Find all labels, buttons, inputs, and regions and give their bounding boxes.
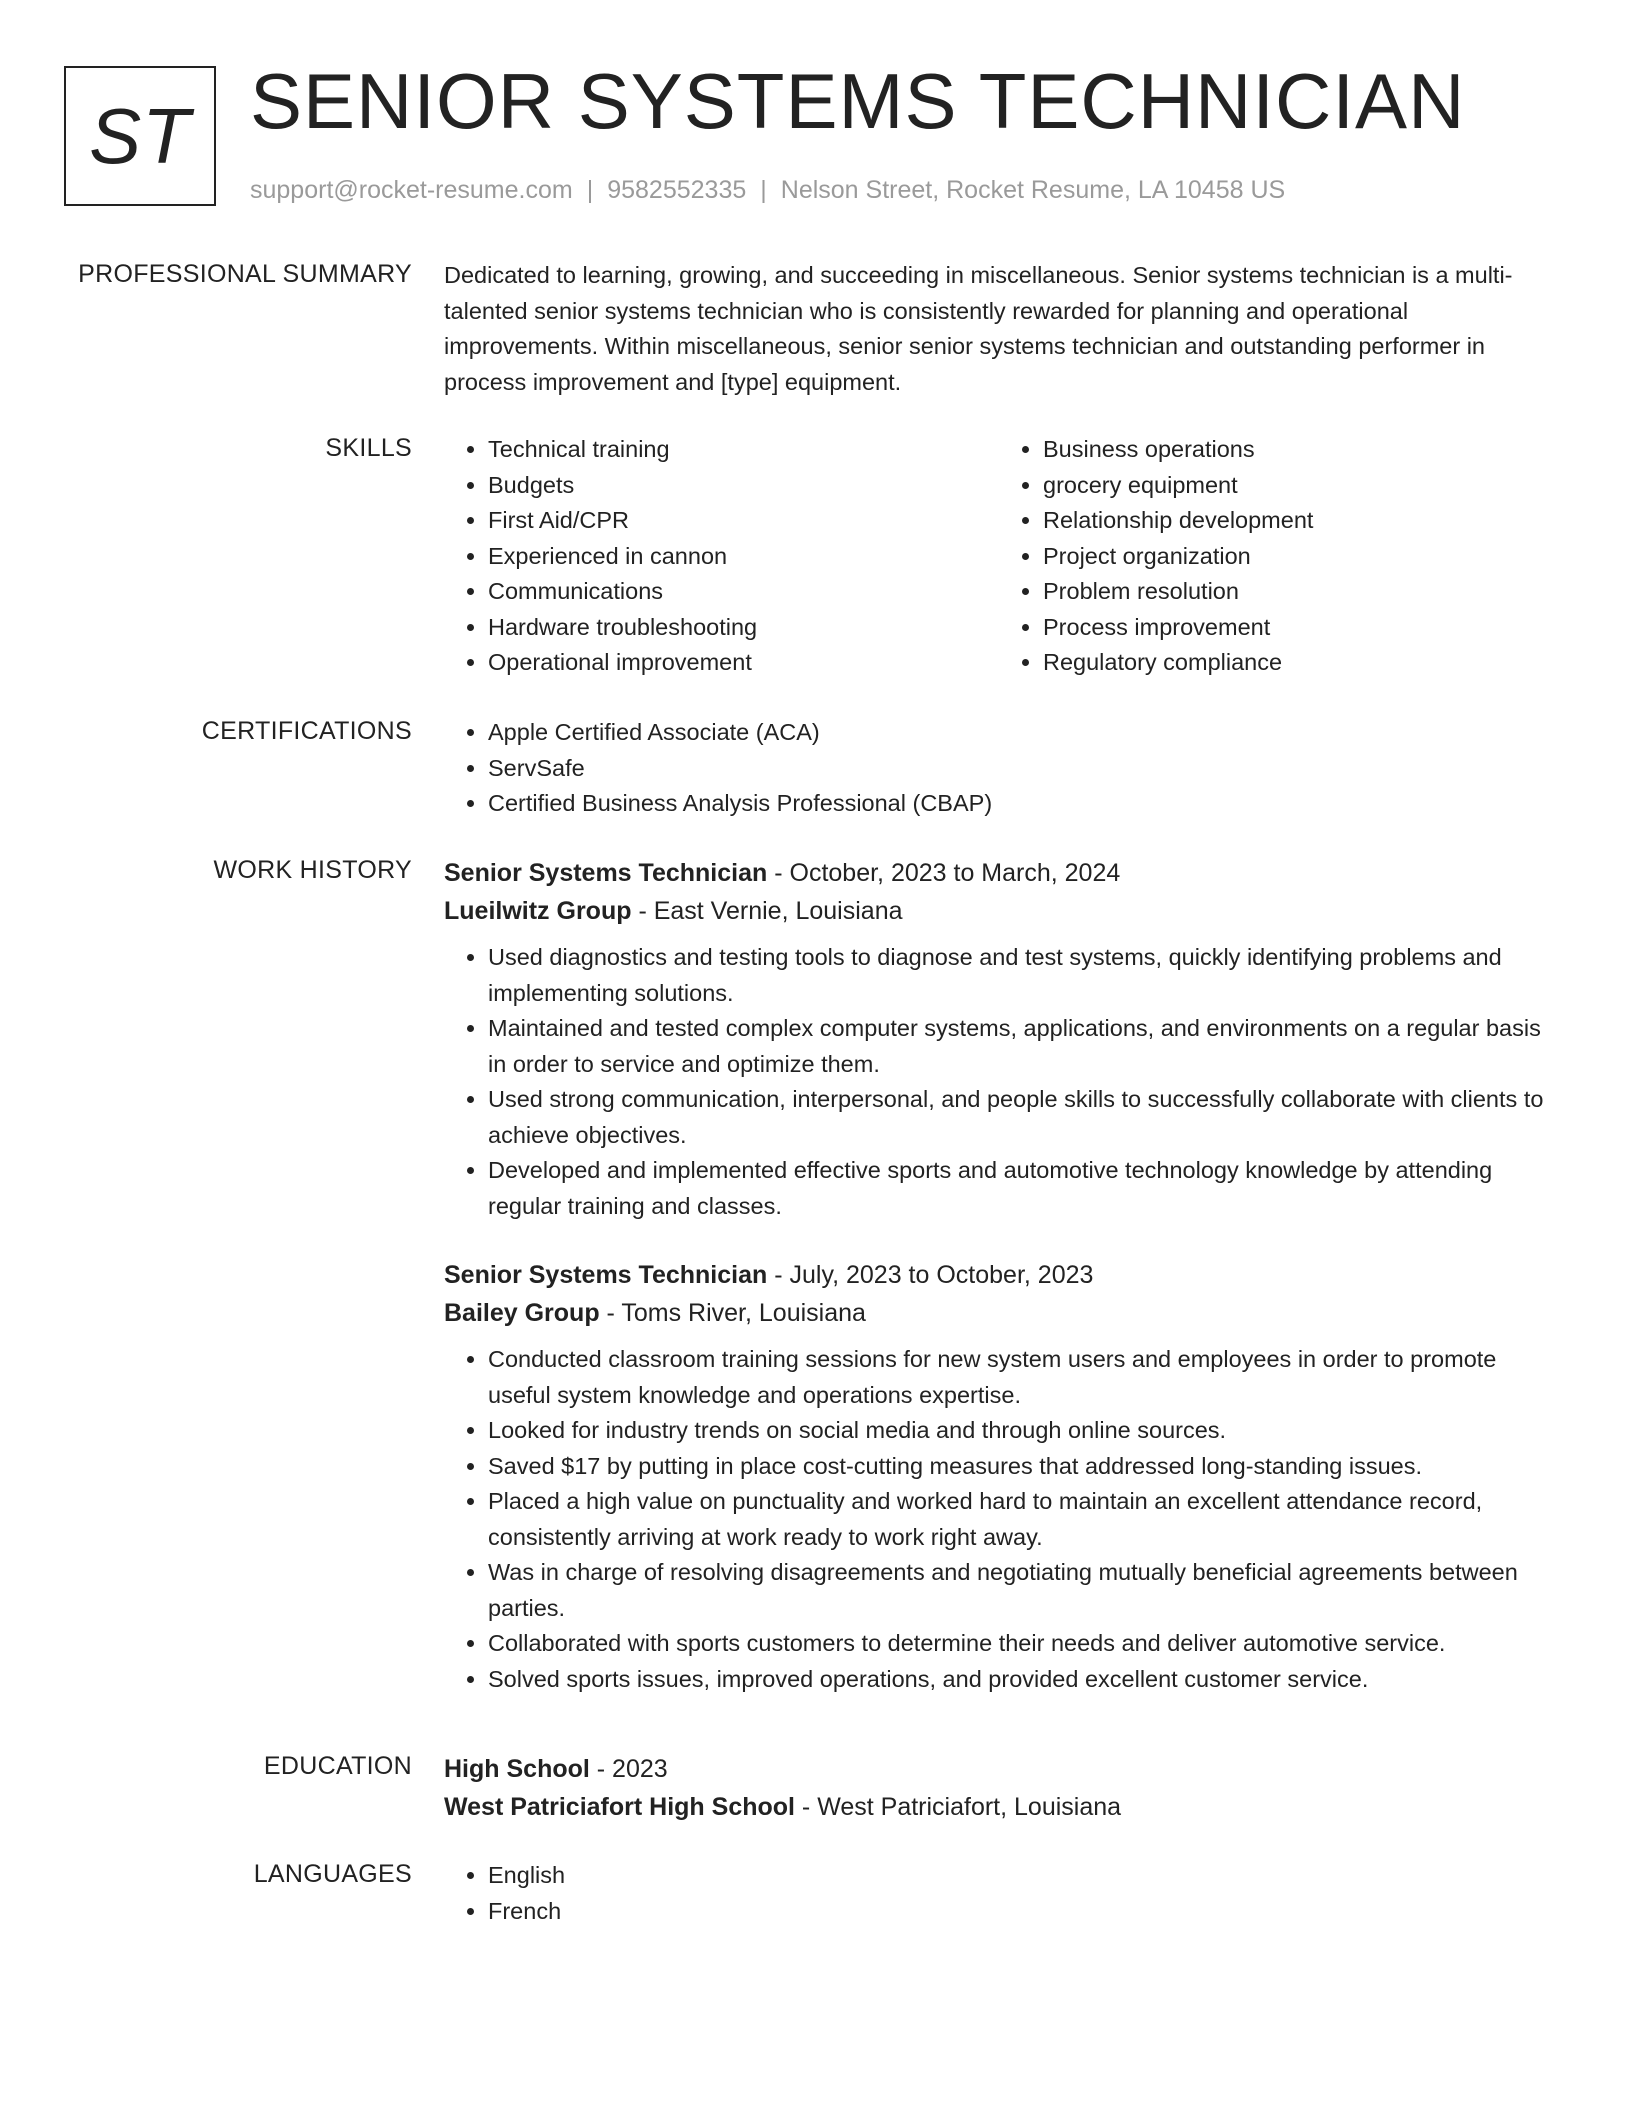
skill-item: • Experienced in cannon (488, 539, 999, 575)
job-bullet: • Placed a high value on punctuality and worked hard to maintain an excellent attendance record, consistently arriving at work ready to work right away. (488, 1484, 1554, 1555)
job-entry (444, 1256, 1554, 1697)
skill-item: • Budgets (488, 468, 999, 504)
job-employer (444, 892, 1554, 930)
skills-list-right (999, 432, 1554, 681)
skill-item: • Project organization (1043, 539, 1554, 575)
job-company: Bailey Group (444, 1299, 600, 1327)
job-bullets (444, 940, 1554, 1224)
certifications-list (444, 715, 1554, 822)
skill-item: • Business operations (1043, 432, 1554, 468)
work-history-body (444, 854, 1554, 1697)
skill-item: • Problem resolution (1043, 574, 1554, 610)
section-label: SKILLS (325, 434, 412, 462)
job-bullet: • Conducted classroom training sessions for new system users and employees in order to promote useful system knowledge and operations expertise. (488, 1342, 1554, 1413)
skill-item: • grocery equipment (1043, 468, 1554, 504)
skill-item: • Technical training (488, 432, 999, 468)
job-bullet: • Collaborated with sports customers to determine their needs and deliver automotive service. (488, 1626, 1554, 1662)
summary-text: Dedicated to learning, growing, and succeeding in miscellaneous. Senior systems technician is a multi-talented senior systems technician who is consistently rewarded for planning and operational improvements. Within miscellaneous, senior senior systems technician and outstanding performer in process improvement and [type] equipment. (444, 262, 1513, 395)
job-heading (444, 854, 1554, 892)
language-item: • French (488, 1894, 1554, 1930)
section-label: EDUCATION (263, 1752, 412, 1780)
certification-item: • Certified Business Analysis Professional (CBAP) (488, 786, 1554, 822)
skill-item: • Communications (488, 574, 999, 610)
skill-item: • Hardware troubleshooting (488, 610, 999, 646)
contact-separator: | (760, 176, 767, 204)
education-school-line (444, 1788, 1554, 1826)
skills-list-left (444, 432, 999, 681)
section-label: WORK HISTORY (213, 856, 412, 884)
contact-line (250, 174, 1285, 206)
languages-body (444, 1858, 1554, 1929)
job-bullet: • Used strong communication, interpersonal, and people skills to successfully collaborate with clients to achieve objectives. (488, 1082, 1554, 1153)
skills-body (444, 432, 1554, 681)
job-dates: - October, 2023 to March, 2024 (767, 859, 1121, 887)
language-item: • English (488, 1858, 1554, 1894)
contact-separator: | (586, 176, 594, 204)
skill-item: • Regulatory compliance (1043, 645, 1554, 681)
education-school: West Patriciafort High School (444, 1793, 795, 1821)
job-bullet: • Developed and implemented effective sports and automotive technology knowledge by attending regular training and classes. (488, 1153, 1554, 1224)
job-title: Senior Systems Technician (444, 859, 768, 887)
monogram: ST (64, 66, 216, 206)
education-heading (444, 1750, 1554, 1788)
section-label: LANGUAGES (253, 1860, 412, 1888)
education-year: - 2023 (589, 1755, 668, 1783)
job-bullet: • Used diagnostics and testing tools to diagnose and test systems, quickly identifying problems and implementing solutions. (488, 940, 1554, 1011)
education-body (444, 1750, 1554, 1826)
contact-phone: 9582552335 (607, 176, 747, 204)
job-bullets (444, 1342, 1554, 1697)
job-location: - Toms River, Louisiana (599, 1299, 866, 1327)
job-bullet: • Solved sports issues, improved operations, and provided excellent customer service. (488, 1662, 1554, 1698)
section-label: CERTIFICATIONS (201, 717, 412, 745)
certification-item: • ServSafe (488, 751, 1554, 787)
skill-item: • Process improvement (1043, 610, 1554, 646)
skill-item: • Operational improvement (488, 645, 999, 681)
job-bullet: • Was in charge of resolving disagreements and negotiating mutually beneficial agreements between parties. (488, 1555, 1554, 1626)
skill-item: • First Aid/CPR (488, 503, 999, 539)
education-degree: High School (444, 1755, 590, 1783)
job-employer (444, 1294, 1554, 1332)
contact-email: support@rocket-resume.com (250, 176, 573, 204)
resume-title: SENIOR SYSTEMS TECHNICIAN (250, 57, 1466, 145)
job-entry (444, 854, 1554, 1224)
job-bullet: • Looked for industry trends on social media and through online sources. (488, 1413, 1554, 1449)
job-dates: - July, 2023 to October, 2023 (767, 1261, 1094, 1289)
languages-list (444, 1858, 1554, 1929)
section-label: PROFESSIONAL SUMMARY (78, 260, 412, 288)
certification-item: • Apple Certified Associate (ACA) (488, 715, 1554, 751)
job-location: - East Vernie, Louisiana (631, 897, 903, 925)
job-heading (444, 1256, 1554, 1294)
education-location: - West Patriciafort, Louisiana (794, 1793, 1122, 1821)
certifications-body (444, 715, 1554, 822)
job-title: Senior Systems Technician (444, 1261, 768, 1289)
contact-address: Nelson Street, Rocket Resume, LA 10458 US (780, 176, 1286, 204)
job-bullet: • Maintained and tested complex computer systems, applications, and environments on a regular basis in order to service and optimize them. (488, 1011, 1554, 1082)
job-bullet: • Saved $17 by putting in place cost-cutting measures that addressed long-standing issues. (488, 1449, 1554, 1485)
skill-item: • Relationship development (1043, 503, 1554, 539)
job-company: Lueilwitz Group (444, 897, 632, 925)
summary-body (444, 258, 1554, 400)
